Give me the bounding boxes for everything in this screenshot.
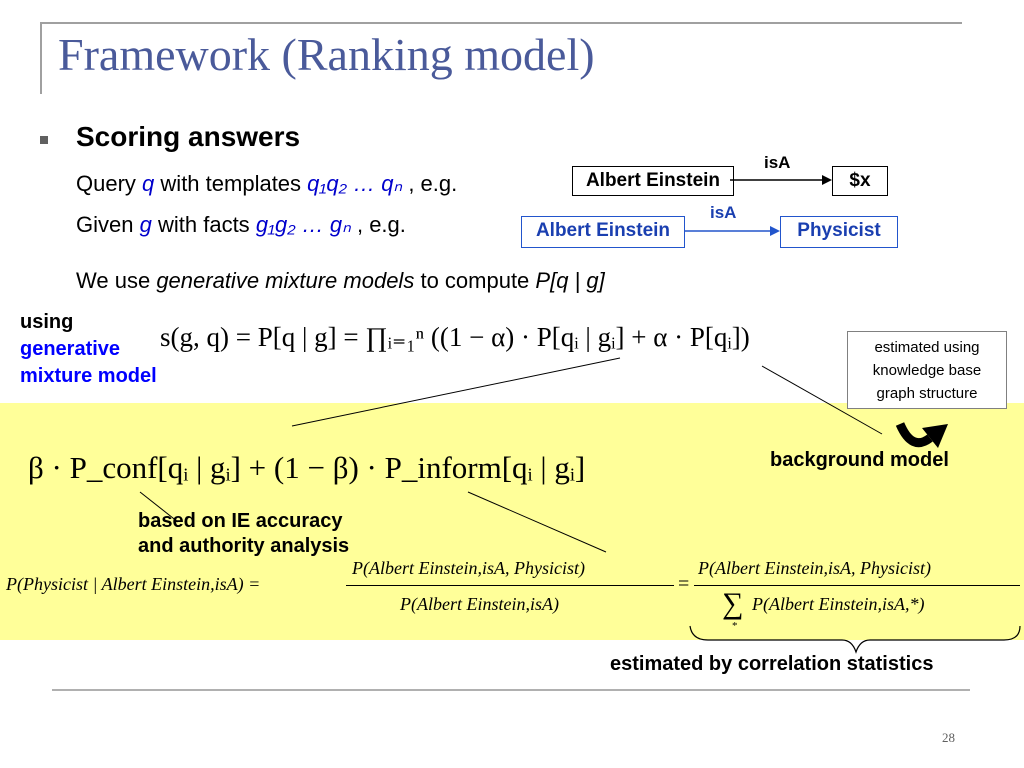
conditional-probability-lhs: P(Physicist | Albert Einstein,isA) = (6, 574, 261, 594)
page-number: 28 (942, 730, 955, 745)
fraction2-numerator: P(Albert Einstein,isA, Physicist) (698, 558, 931, 578)
fraction2-bar (694, 585, 1020, 586)
summation-icon: ∑ (722, 587, 744, 620)
fraction1-numerator: P(Albert Einstein,isA, Physicist) (352, 558, 585, 578)
fact-subject-box: Albert Einstein (521, 216, 685, 248)
inform-connector (468, 492, 606, 552)
knowledge-base-callout: estimated using knowledge base graph structure (847, 331, 1007, 409)
underbrace (690, 626, 1020, 652)
mixture-connector (292, 358, 620, 426)
query-line: Query q with templates q₁q₂ … qₙ , e.g. (76, 171, 458, 196)
ie-accuracy-note: based on IE accuracy and authority analysis (138, 510, 350, 557)
background-connector (762, 366, 882, 434)
correlation-statistics-note: estimated by correlation statistics (610, 653, 934, 675)
fraction1-bar (346, 585, 674, 586)
query-arrowhead (822, 175, 832, 185)
slide-title: Framework (Ranking model) (58, 29, 595, 80)
footer-divider (52, 689, 970, 691)
fact-object-box: Physicist (780, 216, 898, 248)
background-model-label: background model (770, 449, 949, 471)
equals-sign: = (678, 573, 690, 595)
curved-arrow-body (900, 424, 930, 443)
bullet-heading: Scoring answers (76, 121, 301, 152)
query-subject-box: Albert Einstein (572, 166, 734, 196)
confidence-informativeness-formula: β · P_conf[qᵢ | gᵢ] + (1 − β) · P_inform[qᵢ | gᵢ] (28, 450, 586, 485)
fraction2-denominator: P(Albert Einstein,isA,*) (752, 594, 925, 614)
fraction1-denominator: P(Albert Einstein,isA) (400, 594, 559, 614)
given-line: Given g with facts g₁g₂ … gₙ , e.g. (76, 212, 406, 237)
mixture-model-note: using generative mixture model (20, 311, 157, 387)
fact-arrowhead (770, 226, 780, 236)
query-object-box: $x (832, 166, 888, 196)
fact-relation-label: isA (710, 203, 737, 222)
query-relation-label: isA (764, 153, 791, 172)
summation-subscript: * (732, 620, 738, 632)
main-scoring-formula: s(g, q) = P[q | g] = ∏ᵢ₌₁ⁿ ((1 − α) · P[qᵢ | gᵢ] + α · P[qᵢ]) (160, 322, 750, 352)
compute-line: We use generative mixture models to compute P[q | g] (76, 268, 605, 293)
